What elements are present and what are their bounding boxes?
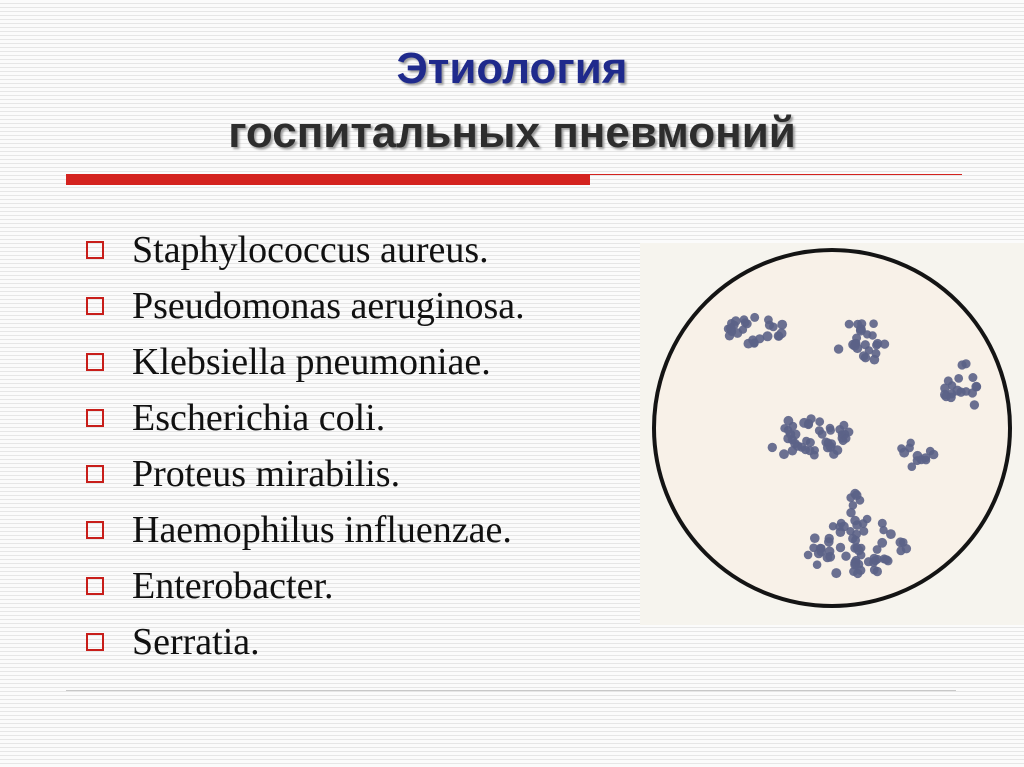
bacterium-cell (779, 449, 789, 459)
slide-title-line-1: Этиология (396, 44, 628, 93)
list-item (86, 390, 525, 446)
list-item (86, 222, 525, 278)
bacterium-cell (852, 334, 861, 343)
bacterium-cell (810, 533, 820, 543)
bacterium-cell (813, 560, 822, 569)
list-item (86, 278, 525, 334)
list-item-text: Pseudomonas aeruginosa. (132, 285, 525, 327)
bacterium-cell (850, 489, 860, 499)
bacterium-cell (968, 373, 977, 382)
bacterium-cell (826, 426, 835, 435)
title-underline (66, 174, 590, 185)
bacterium-cell (863, 515, 872, 524)
list-item-text: Serratia. (132, 621, 260, 663)
square-bullet-icon (86, 353, 104, 371)
bacterium-cell (941, 392, 951, 402)
bacterium-cell (970, 400, 979, 409)
square-bullet-icon (86, 465, 104, 483)
bacterium-cell (842, 434, 851, 443)
bacterium-cell (777, 320, 787, 330)
bacterium-cell (857, 551, 866, 560)
bacterium-cell (739, 326, 747, 334)
bacterium-cell (797, 443, 806, 452)
bacterium-cell (899, 538, 908, 547)
bacterium-cell (948, 381, 956, 389)
bacterium-cell (853, 343, 863, 353)
bacterium-cell (815, 417, 824, 426)
bacterium-cell (878, 519, 887, 528)
square-bullet-icon (86, 409, 104, 427)
bacterium-cell (768, 443, 777, 452)
bacterium-cell (834, 344, 843, 353)
bacterium-cell (817, 547, 826, 556)
list-item-text: Staphylococcus aureus. (132, 229, 489, 271)
bacterium-cell (958, 360, 967, 369)
list-item (86, 334, 525, 390)
bacterium-cell (853, 543, 862, 552)
bacterium-cell (899, 448, 909, 458)
bacterium-cell (811, 446, 819, 454)
slide-title-line-2: госпитальных пневмоний (228, 108, 796, 157)
bacterium-cell (972, 382, 981, 391)
list-item-text: Proteus mirabilis. (132, 453, 401, 495)
bacterium-cell (877, 538, 887, 548)
bacterium-cell (836, 543, 845, 552)
list-item (86, 446, 525, 502)
bacterium-cell (869, 319, 878, 328)
bacterium-cell (852, 530, 861, 539)
bacterium-cell (775, 332, 784, 341)
bacterium-cell (827, 439, 836, 448)
list-item (86, 558, 525, 614)
bacterium-cell (853, 320, 862, 329)
square-bullet-icon (86, 241, 104, 259)
bacterium-cell (788, 446, 797, 455)
bacterium-cell (845, 320, 854, 329)
bacterium-cell (841, 552, 850, 561)
bacterium-cell (824, 537, 834, 547)
list-item-text: Escherichia coli. (132, 397, 386, 439)
square-bullet-icon (86, 633, 104, 651)
title-underline-thin (590, 174, 962, 175)
bacterium-cell (917, 455, 926, 464)
bacterium-cell (884, 556, 893, 565)
bacterium-cell (835, 523, 843, 531)
bacterium-cell (804, 551, 813, 560)
footer-divider (66, 690, 956, 691)
bacterium-cell (765, 321, 774, 330)
bacterium-cell (864, 557, 873, 566)
bacterium-cell (784, 416, 794, 426)
bacterium-cell (870, 566, 879, 575)
pathogen-list (86, 222, 525, 670)
bacterium-cell (744, 339, 754, 349)
bacterium-cell (871, 349, 880, 358)
bacterium-cell (727, 327, 736, 336)
square-bullet-icon (86, 521, 104, 539)
bacterium-cell (880, 340, 889, 349)
bacterium-cell (750, 313, 759, 322)
bacterium-cell (807, 414, 816, 423)
bacteria-dish-svg (640, 243, 1024, 625)
list-item (86, 502, 525, 558)
bacteria-illustration (640, 243, 1024, 625)
list-item-text: Klebsiella pneumoniae. (132, 341, 491, 383)
list-item-text: Enterobacter. (132, 565, 334, 607)
bacterium-cell (954, 374, 963, 383)
bacterium-cell (786, 429, 795, 438)
bacterium-cell (831, 568, 841, 578)
bacterium-cell (818, 430, 827, 439)
square-bullet-icon (86, 297, 104, 315)
bacterium-cell (806, 438, 815, 447)
list-item-text: Haemophilus influenzae. (132, 509, 512, 551)
bacterium-cell (907, 439, 915, 447)
square-bullet-icon (86, 577, 104, 595)
list-item (86, 614, 525, 670)
bacterium-cell (809, 544, 818, 553)
bacterium-cell (846, 508, 855, 517)
